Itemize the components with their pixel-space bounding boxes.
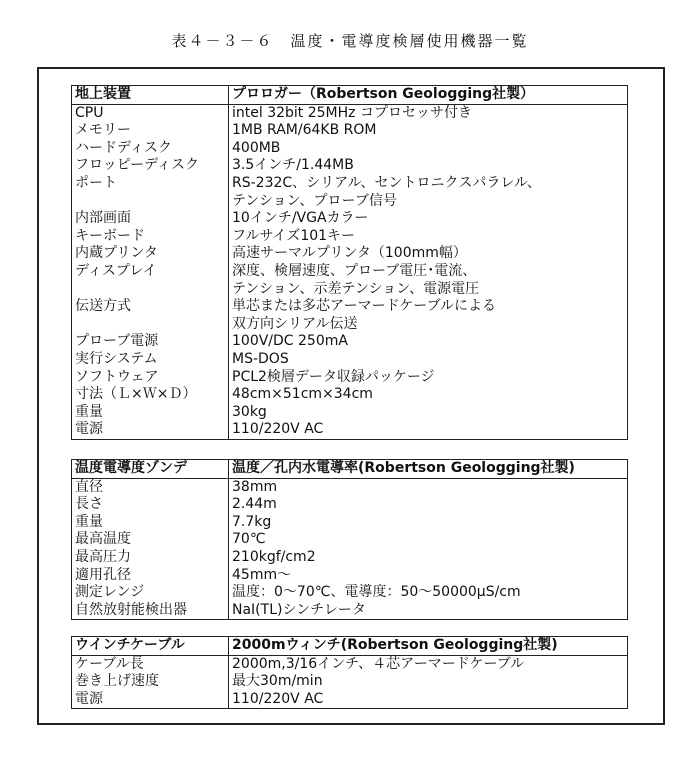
spec-key-cell: キーボード	[72, 228, 229, 246]
spec-value-cell: RS-232C、シリアル、セントロニクスパラレル、	[229, 175, 628, 193]
spec-value-cell: 3.5インチ/1.44MB	[229, 157, 628, 175]
table-row	[72, 496, 628, 514]
spec-value-cell: 400MB	[229, 140, 628, 158]
spec-key-cell: 最高圧力	[72, 549, 229, 567]
table-row	[72, 386, 628, 404]
spec-key-cell: 巻き上げ速度	[72, 673, 229, 691]
table-row	[72, 263, 628, 281]
spec-key-cell: 内部画面	[72, 210, 229, 228]
spec-key-cell: 地上装置	[72, 86, 229, 105]
spec-value-cell: 2000mウィンチ(Robertson Geologging社製)	[229, 637, 628, 656]
spec-key-cell: プローブ電源	[72, 333, 229, 351]
spec-key-cell: 内蔵プリンタ	[72, 245, 229, 263]
spec-key-cell: ハードディスク	[72, 140, 229, 158]
table-row	[72, 404, 628, 422]
spec-key-cell: ポート	[72, 175, 229, 193]
spec-value-cell: テンション、プローブ信号	[229, 193, 628, 211]
spec-value-cell: 温度：0～70℃、電導度：50～50000μS/cm	[229, 584, 628, 602]
spec-value-cell: フルサイズ101キー	[229, 228, 628, 246]
spec-value-cell: 110/220V AC	[229, 691, 628, 709]
spec-key-cell: 重量	[72, 404, 229, 422]
spec-value-cell: MS-DOS	[229, 351, 628, 369]
spec-value-cell: 210kgf/cm2	[229, 549, 628, 567]
table-row	[72, 567, 628, 585]
table-row	[72, 193, 628, 211]
spec-key-cell: 実行システム	[72, 351, 229, 369]
spec-value-cell: PCL2検層データ収録パッケージ	[229, 369, 628, 387]
table-row	[72, 691, 628, 709]
spec-value-cell: 30kg	[229, 404, 628, 422]
spec-key-cell: ディスプレイ	[72, 263, 229, 281]
table-header-row	[72, 460, 628, 479]
spec-value-cell: 双方向シリアル伝送	[229, 316, 628, 334]
table-row	[72, 655, 628, 673]
spec-key-cell: 適用孔径	[72, 567, 229, 585]
spec-key-cell: 寸法（Ｌ×Ｗ×Ｄ）	[72, 386, 229, 404]
spec-value-cell: 45mm～	[229, 567, 628, 585]
table-row	[72, 673, 628, 691]
spec-value-cell: NaI(TL)シンチレータ	[229, 602, 628, 620]
table-row	[72, 602, 628, 620]
table-header-row	[72, 86, 628, 105]
spec-key-cell	[72, 316, 229, 334]
spec-key-cell: フロッピーディスク	[72, 157, 229, 175]
table-row	[72, 228, 628, 246]
spec-value-cell: 38mm	[229, 478, 628, 496]
spec-value-cell: プロロガー（Robertson Geologging社製）	[229, 86, 628, 105]
spec-value-cell: 7.7kg	[229, 514, 628, 532]
spec-key-cell: メモリー	[72, 122, 229, 140]
table-row	[72, 140, 628, 158]
table-row	[72, 281, 628, 299]
table-row	[72, 210, 628, 228]
table-row	[72, 245, 628, 263]
spec-value-cell: 10インチ/VGAカラー	[229, 210, 628, 228]
spec-value-cell: 高速サーマルプリンタ（100mm幅）	[229, 245, 628, 263]
spec-value-cell: 100V/DC 250mA	[229, 333, 628, 351]
spec-value-cell: 深度、検層速度、プローブ電圧･電流、	[229, 263, 628, 281]
spec-key-cell: 自然放射能検出器	[72, 602, 229, 620]
spec-key-cell: 最高温度	[72, 531, 229, 549]
table-row	[72, 122, 628, 140]
table-row	[72, 478, 628, 496]
table-header-row	[72, 637, 628, 656]
spec-value-cell: 最大30m/min	[229, 673, 628, 691]
table-row	[72, 351, 628, 369]
page-title: 表４－３－６ 温度・電導度検層使用機器一覧	[171, 32, 529, 50]
spec-key-cell: 伝送方式	[72, 298, 229, 316]
spec-key-cell: 測定レンジ	[72, 584, 229, 602]
spec-value-cell: 110/220V AC	[229, 421, 628, 439]
spec-value-cell: テンション、示差テンション、電源電圧	[229, 281, 628, 299]
spec-value-cell: 70℃	[229, 531, 628, 549]
table-row	[72, 531, 628, 549]
spec-key-cell: 温度電導度ゾンデ	[72, 460, 229, 479]
spec-key-cell: 長さ	[72, 496, 229, 514]
table-row	[72, 549, 628, 567]
spec-key-cell: ケーブル長	[72, 655, 229, 673]
table-row	[72, 369, 628, 387]
table-row	[72, 333, 628, 351]
sonde-table	[71, 459, 628, 620]
table-row	[72, 175, 628, 193]
spec-value-cell: 温度／孔内水電導率(Robertson Geologging社製)	[229, 460, 628, 479]
spec-key-cell: ウインチケーブル	[72, 637, 229, 656]
spec-key-cell: 電源	[72, 691, 229, 709]
spec-key-cell: CPU	[72, 104, 229, 122]
spec-value-cell: 2000m,3/16インチ、４芯アーマードケーブル	[229, 655, 628, 673]
spec-key-cell: 重量	[72, 514, 229, 532]
spec-key-cell: 電源	[72, 421, 229, 439]
table-row	[72, 157, 628, 175]
spec-key-cell	[72, 193, 229, 211]
spec-key-cell	[72, 281, 229, 299]
spec-key-cell: 直径	[72, 478, 229, 496]
spec-value-cell: 1MB RAM/64KB ROM	[229, 122, 628, 140]
spec-value-cell: 48cm×51cm×34cm	[229, 386, 628, 404]
table-row	[72, 298, 628, 316]
spec-value-cell: intel 32bit 25MHz コプロセッサ付き	[229, 104, 628, 122]
surface-equipment-table	[71, 85, 628, 440]
winch-table	[71, 636, 628, 709]
table-row	[72, 514, 628, 532]
table-row	[72, 104, 628, 122]
table-row	[72, 421, 628, 439]
spec-value-cell: 2.44m	[229, 496, 628, 514]
table-row	[72, 316, 628, 334]
table-row	[72, 584, 628, 602]
spec-key-cell: ソフトウェア	[72, 369, 229, 387]
spec-value-cell: 単芯または多芯アーマードケーブルによる	[229, 298, 628, 316]
